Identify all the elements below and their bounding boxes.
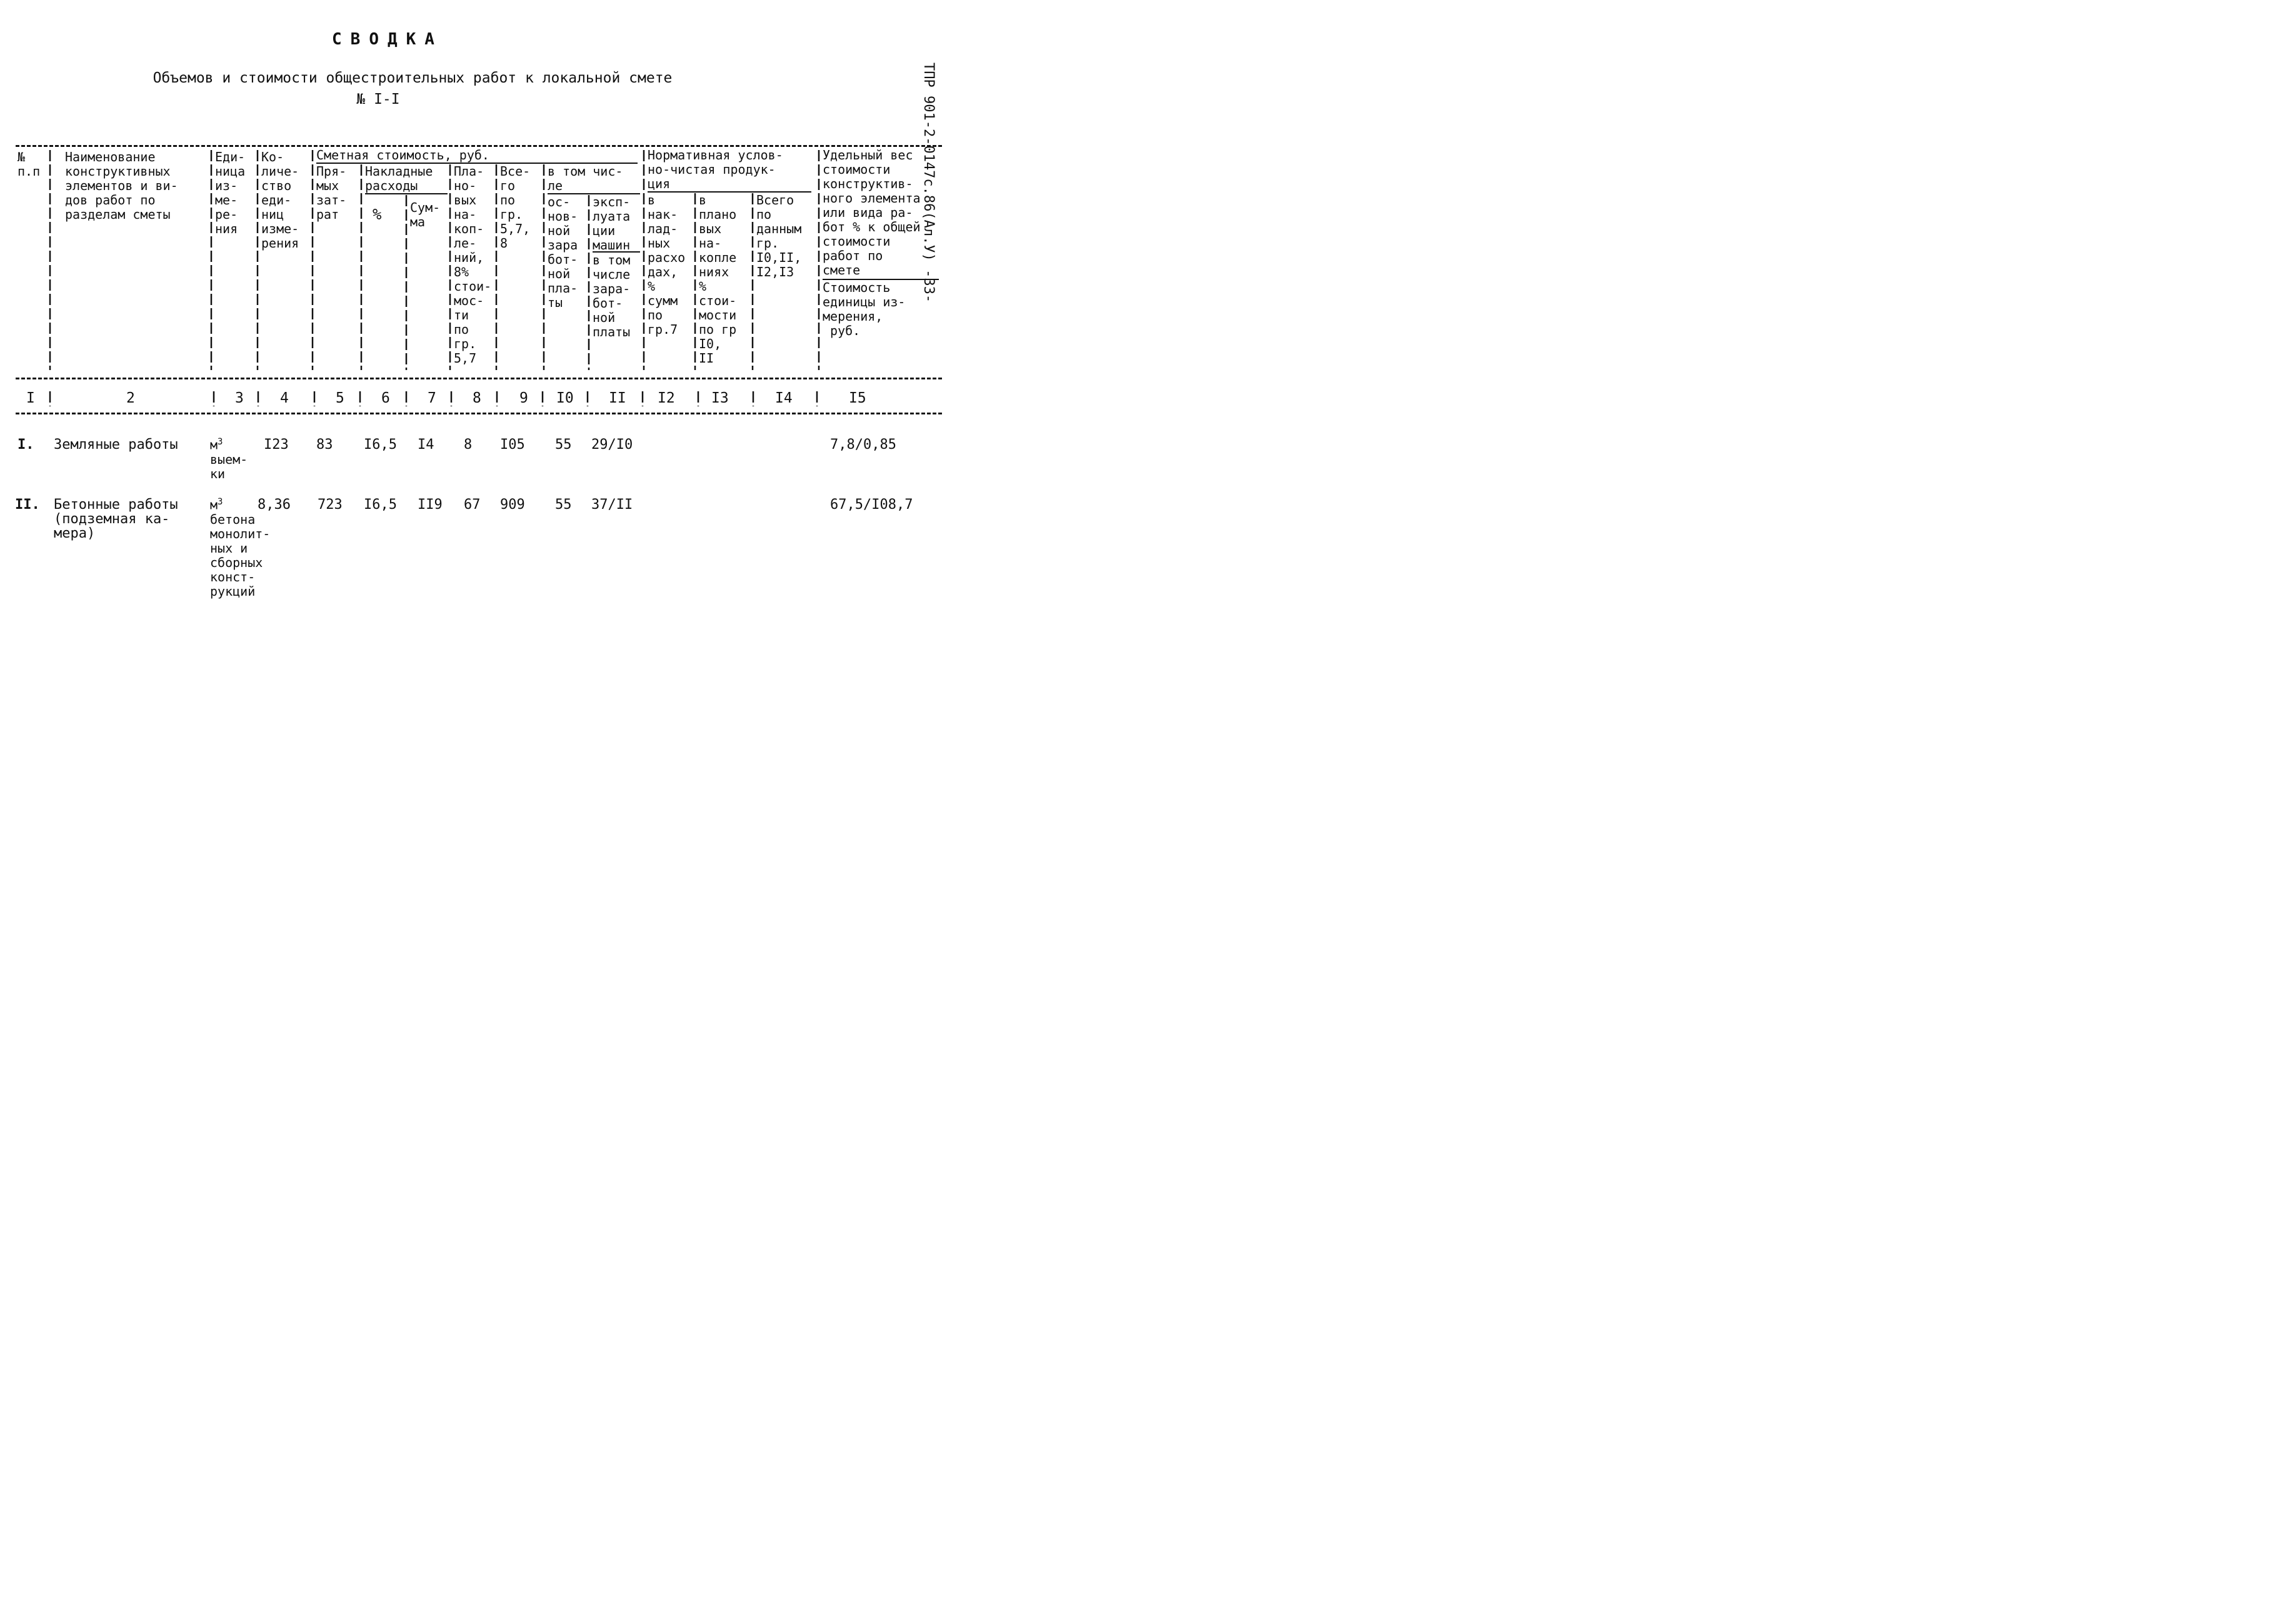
- header-col-15-cost: Стоимость единицы из- мерения, руб.: [823, 280, 906, 338]
- colnum-15: I5: [849, 390, 866, 406]
- row-planned-savings: 8: [464, 437, 473, 453]
- row-quantity: I23: [264, 437, 289, 453]
- colnum-13: I3: [711, 390, 729, 406]
- row-work-name: Бетонные работы (подземная ка- мера): [54, 497, 178, 541]
- row-overhead-percent: I6,5: [364, 497, 397, 513]
- header-col-3: Еди- ница из- ме- ре- ния: [215, 149, 246, 236]
- row-number: I.: [18, 437, 34, 453]
- header-col-1: № п.п: [18, 149, 41, 179]
- header-col-7: Сум- ма: [410, 200, 441, 229]
- header-group-including: в том чис- ле: [548, 164, 623, 193]
- colnum-9: 9: [519, 390, 528, 406]
- row-total: 909: [500, 497, 525, 513]
- colnum-11: II: [609, 390, 626, 406]
- colnum-3: 3: [235, 390, 244, 406]
- row-direct-costs: 723: [318, 497, 343, 513]
- colnum-5: 5: [336, 390, 344, 406]
- header-group-overhead: Накладные расходы: [365, 164, 433, 193]
- header-col-5: Пря- мых зат- рат: [316, 164, 347, 222]
- page-subtitle: Объемов и стоимости общестроительных работ к локальной смете: [153, 70, 673, 86]
- colnum-14: I4: [775, 390, 793, 406]
- row-weight-unit-cost: 7,8/0,85: [830, 437, 896, 453]
- row-work-name: Земляные работы: [54, 437, 178, 453]
- estimate-number: № I-I: [356, 91, 400, 108]
- header-group-normative: Нормативная услов- но-чистая продук- ция: [648, 148, 783, 191]
- header-col-13: в плано вых на- копле ниях % стои- мости по гр I0, II: [699, 193, 737, 366]
- colnum-1: I: [26, 390, 35, 406]
- row-direct-costs: 83: [316, 437, 333, 453]
- row-base-salary: 55: [555, 497, 572, 513]
- header-col-11-machines: эксп- луата ции машин: [593, 194, 631, 253]
- side-document-code: ТПР 901-2-0147с.86(Ал.У) -33-: [921, 63, 936, 303]
- row-machines: 37/II: [591, 497, 633, 513]
- colnum-6: 6: [381, 390, 390, 406]
- header-col-6: %: [373, 206, 382, 223]
- colnum-10: I0: [556, 390, 574, 406]
- header-col-15-weight: Удельный вес стоимости конструктив- ного элемента или вида ра- бот % к общей стоимости работ по смете: [823, 148, 921, 278]
- row-base-salary: 55: [555, 437, 572, 453]
- row-quantity: 8,36: [258, 497, 291, 513]
- colnum-2: 2: [126, 390, 135, 406]
- row-weight-unit-cost: 67,5/I08,7: [830, 497, 913, 513]
- colnum-8: 8: [473, 390, 481, 406]
- header-col-9: Все- го по гр. 5,7, 8: [500, 164, 531, 251]
- page-title: СВОДКА: [332, 30, 443, 49]
- header-bottom-rule: [16, 378, 942, 379]
- header-col-11-salary: в том числе зара- бот- ной платы: [593, 253, 631, 339]
- colnum-4: 4: [280, 390, 289, 406]
- row-machines: 29/I0: [591, 437, 633, 453]
- row-overhead-percent: I6,5: [364, 437, 397, 453]
- column-number-dividers: [0, 388, 972, 410]
- colnum-12: I2: [658, 390, 675, 406]
- header-group-cost: Сметная стоимость, руб.: [316, 148, 489, 163]
- column-dividers: [0, 0, 972, 413]
- column-number-bottom-rule: [16, 413, 942, 414]
- row-unit: $м^3$ выем- ки: [210, 437, 248, 481]
- row-unit: $м^3$ бетона монолит- ных и сборных конст- рукций: [210, 497, 271, 599]
- row-overhead-sum: II9: [418, 497, 443, 513]
- header-col-2: Наименование конструктивных элементов и ви- дов работ по разделам сметы: [65, 149, 178, 222]
- row-planned-savings: 67: [464, 497, 481, 513]
- row-overhead-sum: I4: [418, 437, 434, 453]
- header-col-8: Пла- но- вых на- коп- ле- ний, 8% стои- мос- ти по гр. 5,7: [454, 164, 492, 366]
- colnum-7: 7: [428, 390, 436, 406]
- header-col-4: Ко- личе- ство еди- ниц изме- рения: [261, 149, 299, 251]
- header-col-10: ос- нов- ной зара бот- ной пла- ты: [548, 194, 578, 310]
- row-number: II.: [15, 497, 40, 513]
- header-col-12: в нак- лад- ных расхо дах, % сумм по гр.7: [648, 193, 686, 337]
- header-col-14: Всего по данным гр. I0,II, I2,I3: [756, 193, 802, 279]
- row-total: I05: [500, 437, 525, 453]
